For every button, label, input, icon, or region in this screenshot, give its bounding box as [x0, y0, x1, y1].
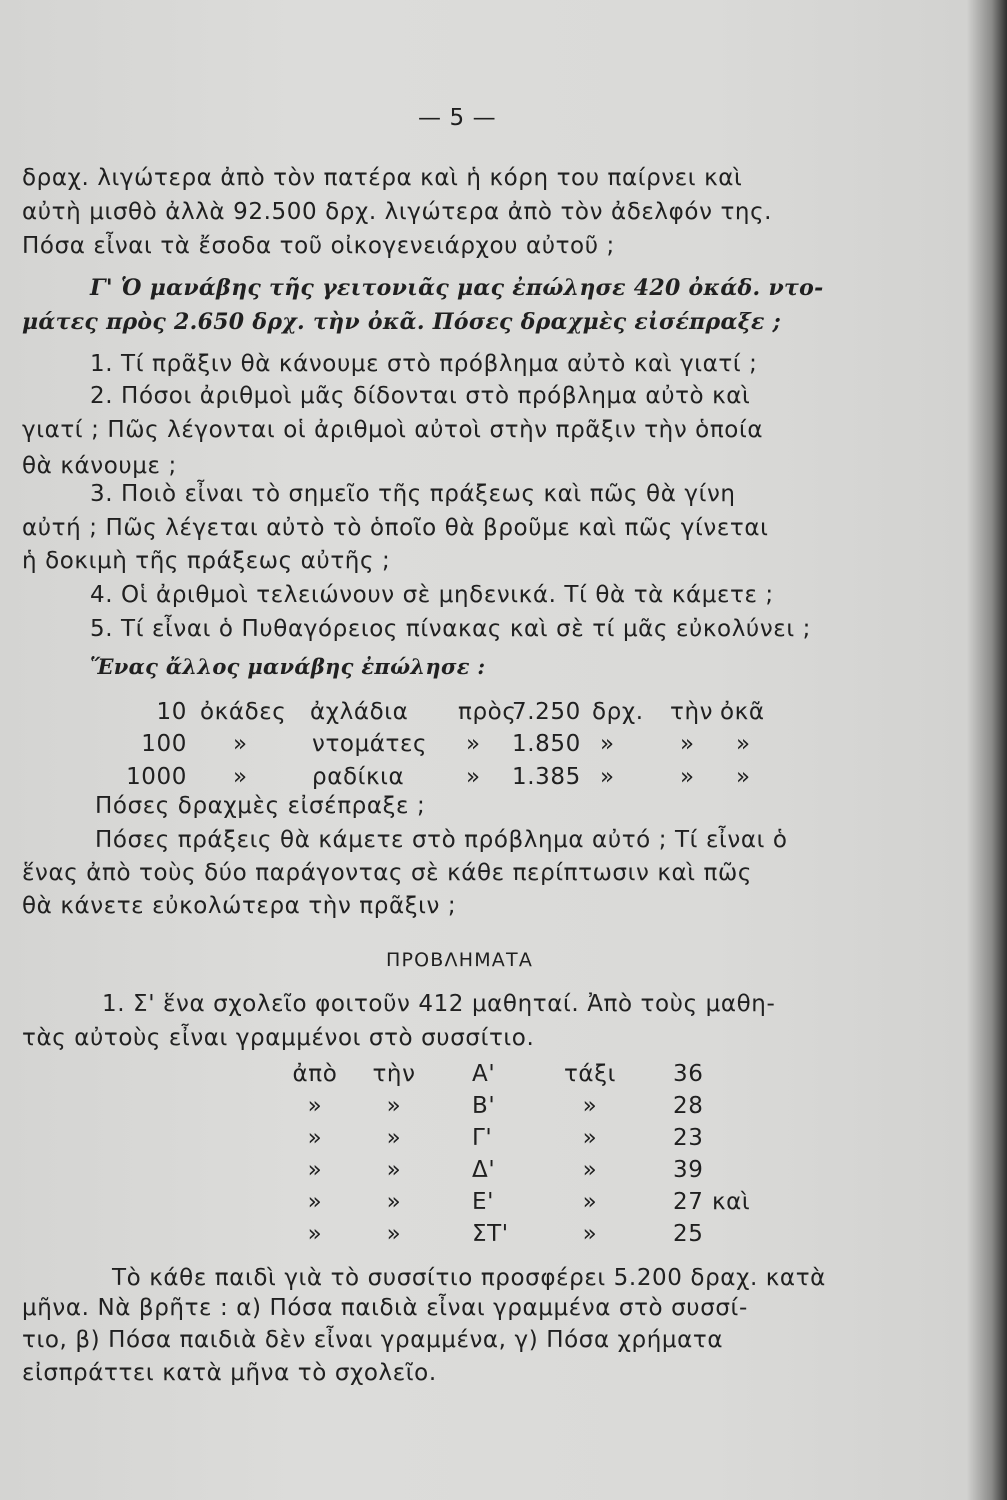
table-cell: » [582, 1189, 598, 1215]
table-cell: » [582, 1093, 598, 1119]
table-cell: » [233, 731, 248, 757]
text-line: εἰσπράττει κατὰ μῆνα τὸ σχολεῖο. [22, 1360, 437, 1386]
table-cell: τὴν [670, 699, 714, 725]
table-cell: Α' [472, 1061, 496, 1087]
table-cell: » [466, 764, 481, 790]
question-3: 3. Ποιὸ εἶναι τὸ σημεῖο τῆς πράξεως καὶ πῶς θὰ γίνη [90, 481, 736, 507]
table-cell: » [386, 1125, 402, 1151]
text-line: τιο, β) Πόσα παιδιὰ δὲν εἶναι γραμμένα, γ) Πόσα χρήματα [22, 1327, 724, 1353]
table-cell: » [307, 1189, 323, 1215]
table-cell: ἀχλάδια [310, 699, 409, 725]
table-cell: 10 [156, 699, 187, 725]
table-cell: » [600, 764, 615, 790]
table-cell: 1.385 [512, 764, 581, 790]
table-cell: » [582, 1125, 598, 1151]
table-cell: » [736, 764, 751, 790]
table-cell: 1.850 [512, 731, 581, 757]
table-cell: ντομάτες [312, 731, 428, 757]
text-line: τὰς αὐτοὺς εἶναι γραμμένοι στὸ συσσίτιο. [22, 1025, 535, 1051]
text-line: ἕνας ἀπὸ τοὺς δύο παράγοντας σὲ κάθε περίπτωσιν καὶ πῶς [22, 860, 752, 886]
table-cell: 39 [673, 1157, 704, 1183]
text-line: θὰ κάνουμε ; [22, 453, 177, 479]
text-line: αὐτὴ μισθὸ ἀλλὰ 92.500 δρχ. λιγώτερα ἀπὸ τὸν ἀδελφόν της. [22, 199, 773, 225]
table-cell: πρὸς [458, 699, 517, 725]
question-2: 2. Πόσοι ἀριθμοὶ μᾶς δίδονται στὸ πρόβλημα αὐτὸ καὶ [90, 383, 751, 409]
table-cell: ΣΤ' [472, 1221, 509, 1247]
table-cell: Δ' [472, 1157, 496, 1183]
table-cell: » [680, 764, 695, 790]
section-heading: ΠΡΟΒΛΗΜΑΤΑ [386, 949, 534, 971]
text-line: Πόσες πράξεις θὰ κάμετε στὸ πρόβλημα αὐτό ; Τί εἶναι ὁ [95, 827, 788, 853]
subheading: Ἕνας ἄλλος μανάβης ἐπώλησε : [90, 654, 486, 679]
table-cell: » [680, 731, 695, 757]
table-cell: 36 [673, 1061, 704, 1087]
question-1: 1. Τί πρᾶξιν θὰ κάνουμε στὸ πρόβλημα αὐτὸ καὶ γιατί ; [90, 351, 758, 377]
table-cell: » [466, 731, 481, 757]
question-4: 4. Οἱ ἀριθμοὶ τελειώνουν σὲ μηδενικά. Τί θὰ τὰ κάμετε ; [90, 582, 774, 608]
table-cell: 7.250 [512, 699, 581, 725]
table-cell: 27 [673, 1189, 704, 1215]
text-line: Τὸ κάθε παιδὶ γιὰ τὸ συσσίτιο προσφέρει 5.200 δραχ. κατὰ [112, 1265, 826, 1291]
problem-heading: μάτες πρὸς 2.650 δρχ. τὴν ὀκᾶ. Πόσες δραχμὲς εἰσέπραξε ; [22, 309, 782, 335]
table-cell: » [386, 1157, 402, 1183]
text-line: αὐτή ; Πῶς λέγεται αὐτὸ τὸ ὁποῖο θὰ βροῦμε καὶ πῶς γίνεται [22, 515, 769, 541]
question-5: 5. Τί εἶναι ὁ Πυθαγόρειος πίνακας καὶ σὲ τί μᾶς εὐκολύνει ; [90, 616, 811, 642]
table-cell: Ε' [472, 1189, 495, 1215]
text-line: δραχ. λιγώτερα ἀπὸ τὸν πατέρα καὶ ἡ κόρη του παίρνει καὶ [22, 165, 743, 191]
table-cell: ὀκᾶ [720, 699, 765, 725]
text-line: Πόσες δραχμὲς εἰσέπραξε ; [95, 793, 426, 819]
table-cell: » [233, 764, 248, 790]
table-cell: » [307, 1221, 323, 1247]
text-line: ἡ δοκιμὴ τῆς πράξεως αὐτῆς ; [22, 548, 391, 574]
table-cell: Γ' [472, 1125, 493, 1151]
table-cell: 100 [141, 731, 187, 757]
table-cell: Β' [472, 1093, 496, 1119]
table-cell: 28 [673, 1093, 704, 1119]
table-cell: » [307, 1157, 323, 1183]
text-line: θὰ κάνετε εὐκολώτερα τὴν πρᾶξιν ; [22, 893, 457, 919]
table-cell: » [386, 1189, 402, 1215]
text-line: Πόσα εἶναι τὰ ἔσοδα τοῦ οἰκογενειάρχου αὐτοῦ ; [22, 233, 615, 259]
table-cell: » [582, 1157, 598, 1183]
table-cell: ὀκάδες [200, 699, 287, 725]
table-cell: » [307, 1093, 323, 1119]
table-cell: καὶ [712, 1189, 751, 1215]
table-cell: » [600, 731, 615, 757]
table-cell: » [386, 1221, 402, 1247]
table-cell: ραδίκια [312, 764, 405, 790]
text-line: μῆνα. Νὰ βρῆτε : α) Πόσα παιδιὰ εἶναι γραμμένα στὸ συσσί- [22, 1295, 748, 1321]
table-cell: » [736, 731, 751, 757]
problem-heading: Γ' Ὁ μανάβης τῆς γειτονιᾶς μας ἐπώλησε 420 ὀκάδ. ντο- [90, 275, 824, 301]
table-cell: » [307, 1125, 323, 1151]
problem-1-text: 1. Σ' ἕνα σχολεῖο φοιτοῦν 412 μαθηταί. Ἀπὸ τοὺς μαθη- [102, 991, 776, 1017]
table-cell: » [582, 1221, 598, 1247]
table-cell: τὴν [372, 1061, 416, 1087]
table-cell: 25 [673, 1221, 704, 1247]
text-line: γιατί ; Πῶς λέγονται οἱ ἀριθμοὶ αὐτοὶ στὴν πρᾶξιν τὴν ὁποία [22, 417, 764, 443]
table-cell: 23 [673, 1125, 704, 1151]
table-cell: ἀπὸ [292, 1061, 338, 1087]
table-cell: » [386, 1093, 402, 1119]
table-cell: 1000 [126, 764, 187, 790]
page-number: — 5 — [418, 105, 497, 131]
table-cell: δρχ. [592, 699, 644, 725]
table-cell: τάξι [563, 1061, 617, 1087]
